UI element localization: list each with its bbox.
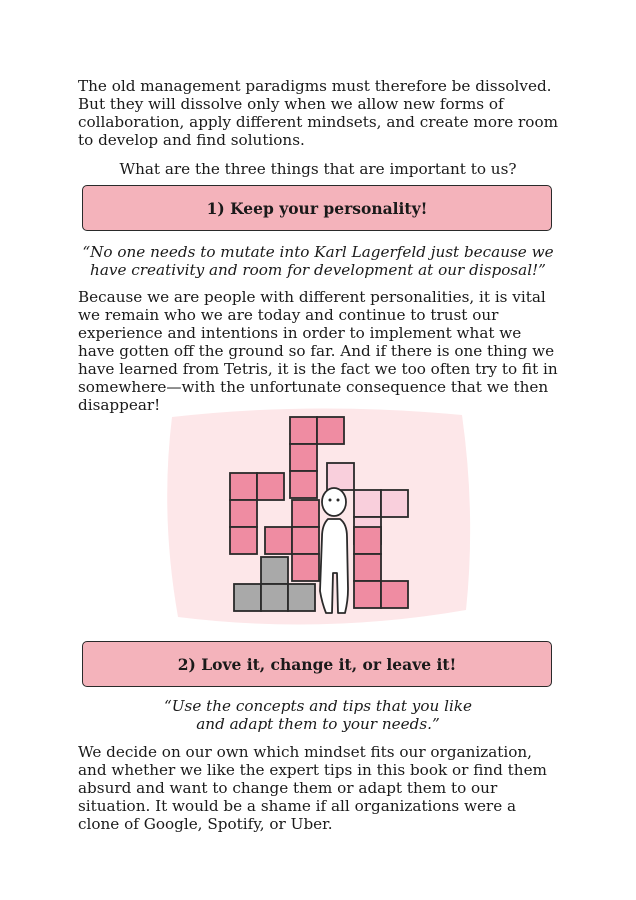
tetris-block-cell [292, 527, 319, 554]
section2-quote [78, 697, 558, 733]
section2-heading-box [82, 641, 552, 687]
tetris-block-cell [234, 584, 261, 611]
section2-quote-line2: and adapt them to your needs.” [196, 715, 440, 733]
tetris-block-cell [230, 500, 257, 527]
section2-heading: 2) Love it, change it, or leave it! [177, 654, 457, 674]
section1-heading: 1) Keep your personality! [206, 198, 428, 218]
intro-paragraph: The old management paradigms must therefore be dissolved. But they will dissolve only when we allow new forms of collaboration, apply different mindsets, and create more room to develop and find solutions. [78, 77, 559, 149]
tetris-block-cell [261, 557, 288, 584]
tetris-block-cell [381, 581, 408, 608]
intro-question: What are the three things that are important to us? [119, 160, 517, 178]
tetris-block-cell [230, 527, 257, 554]
tetris-block-cell [354, 527, 381, 554]
section2-quote-line1: “Use the concepts and tips that you like [163, 697, 473, 715]
section2-paragraph: We decide on our own which mindset fits our organization, and whether we like the expert tips in this book or find them absurd and want to change them or adapt them to our situation. It would be a shame if all organizations were a clone of Google, Spotify, or Uber. [78, 743, 547, 833]
tetris-block-cell [292, 554, 319, 581]
tetris-block-cell [290, 471, 317, 498]
person-head [322, 488, 346, 516]
tetris-block-cell [290, 417, 317, 444]
person-eye-left [329, 499, 332, 502]
section1-paragraph: Because we are people with different personalities, it is vital we remain who we are today and continue to trust our experience and intentions in order to implement what we have gotten off the ground so far. And if there is one thing we have learned from Tetris, it is the fact we too often try to fit in somewhere—with the unfortunate consequence that we then disappear! [78, 288, 558, 414]
person-eye-right [337, 499, 340, 502]
tetris-block-cell [381, 490, 408, 517]
tetris-block-cell [230, 473, 257, 500]
tetris-block-cell [290, 444, 317, 471]
tetris-block-cell [354, 581, 381, 608]
tetris-block-cell [354, 554, 381, 581]
tetris-block-cell [327, 463, 354, 490]
tetris-block-cell [288, 584, 315, 611]
tetris-block-cell [354, 490, 381, 517]
tetris-block-cell [265, 527, 292, 554]
section1-quote: “No one needs to mutate into Karl Lagerfeld just because we have creativity and room for development at our disposal!” [82, 243, 554, 279]
tetris-block-cell [257, 473, 284, 500]
section1-heading-box [82, 185, 552, 231]
tetris-block-cell [261, 584, 288, 611]
tetris-block-cell [292, 500, 319, 527]
tetris-person-illustration [162, 405, 474, 633]
tetris-block-cell [317, 417, 344, 444]
